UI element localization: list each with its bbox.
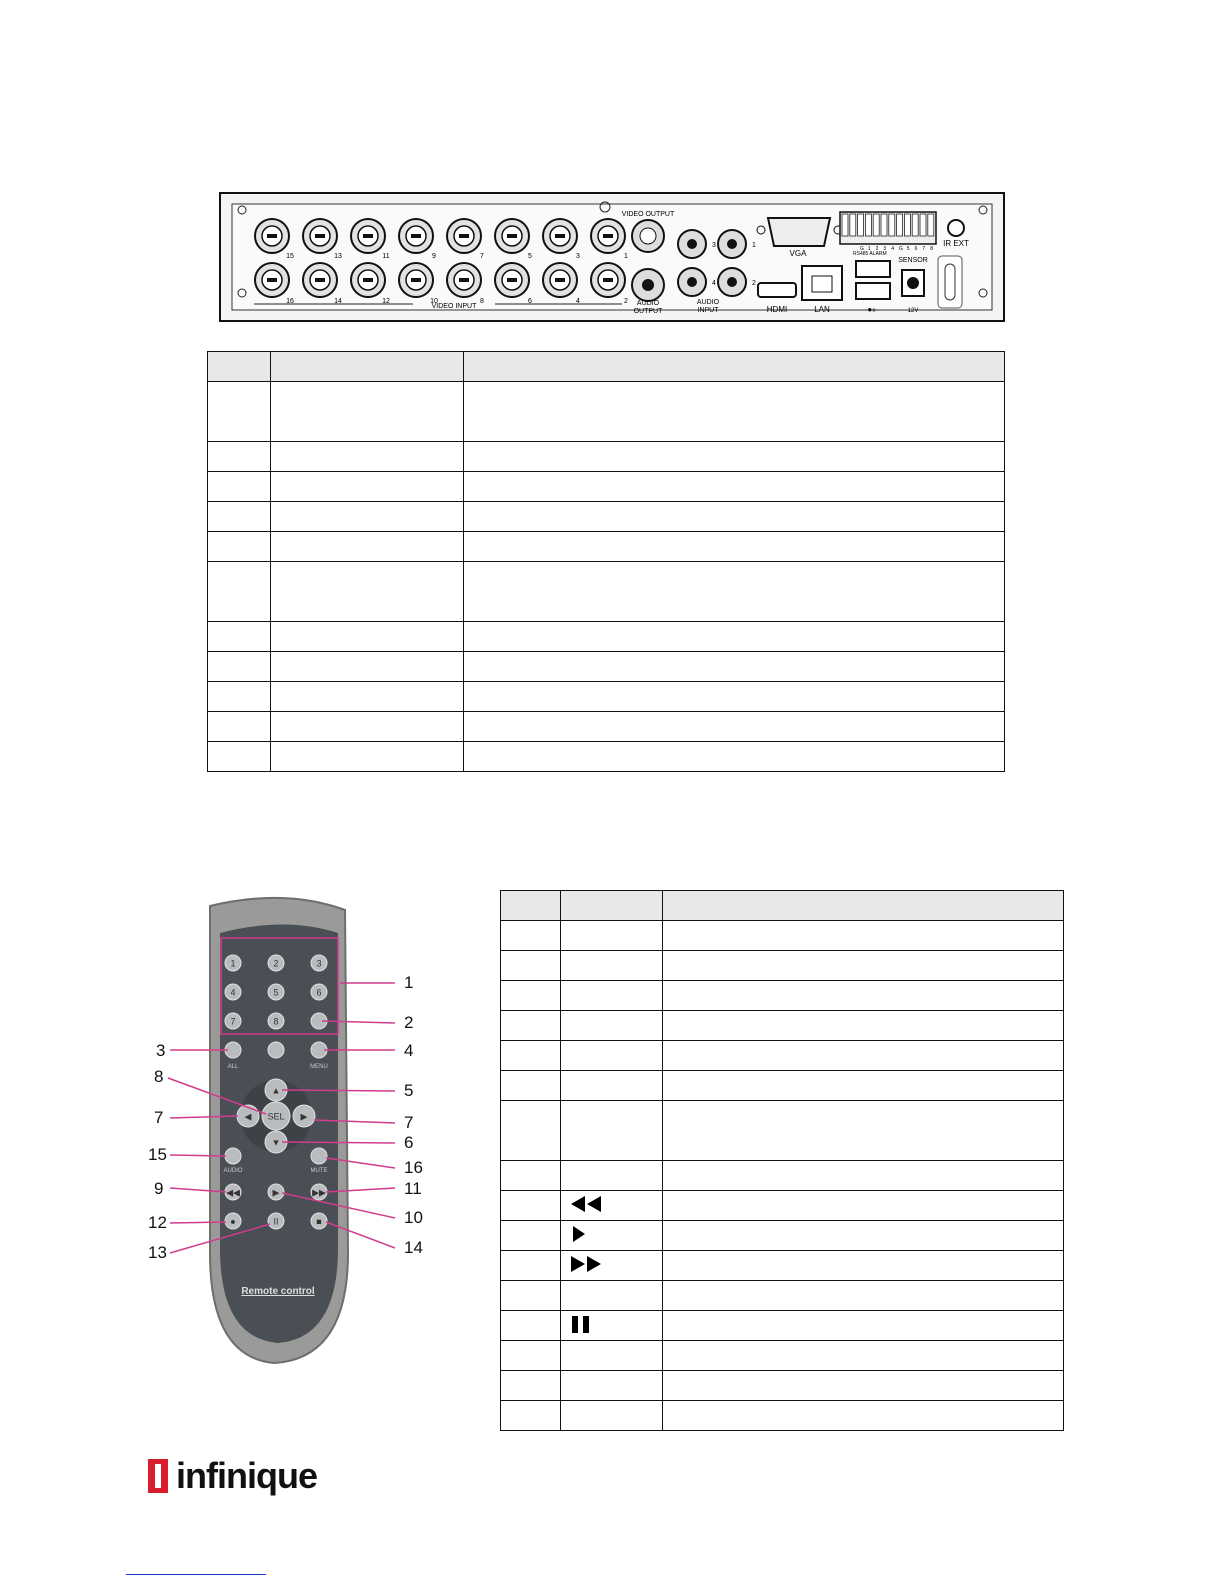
table-cell bbox=[561, 1011, 663, 1041]
audio-label: AUDIO bbox=[223, 1168, 243, 1174]
callout-number: 7 bbox=[154, 1108, 164, 1127]
table-cell bbox=[501, 1251, 561, 1281]
number-button-5 bbox=[268, 984, 284, 1000]
table-row bbox=[208, 532, 1005, 562]
hdmi-label: HDMI bbox=[766, 305, 788, 314]
vga-label: VGA bbox=[789, 249, 807, 258]
menu-label: MENU bbox=[310, 1064, 328, 1070]
brand-logo bbox=[148, 1456, 317, 1496]
table-cell bbox=[561, 1041, 663, 1071]
bnc-connector bbox=[543, 263, 577, 297]
callout-number: 4 bbox=[404, 1041, 414, 1060]
left-button-label: ◀ bbox=[244, 1111, 252, 1122]
table-cell bbox=[208, 742, 271, 772]
fast-forward-icon bbox=[569, 1254, 603, 1277]
table-cell bbox=[663, 1251, 1064, 1281]
audio-input-number: 4 bbox=[712, 280, 716, 287]
table-cell bbox=[663, 1071, 1064, 1101]
remote-control-diagram bbox=[140, 888, 430, 1393]
fast-forward-button bbox=[311, 1184, 327, 1200]
table-row bbox=[208, 622, 1005, 652]
table-cell bbox=[561, 1161, 663, 1191]
bnc-connector bbox=[447, 263, 481, 297]
bnc-connector bbox=[255, 219, 289, 253]
audio-input-number: 2 bbox=[752, 280, 756, 287]
table-cell bbox=[464, 532, 1005, 562]
table-cell bbox=[464, 442, 1005, 472]
table-cell bbox=[208, 562, 271, 622]
table-row bbox=[501, 1041, 1064, 1071]
table-row bbox=[501, 1221, 1064, 1251]
table-cell bbox=[663, 981, 1064, 1011]
table-cell bbox=[663, 1311, 1064, 1341]
pause-icon bbox=[569, 1314, 593, 1337]
callout-number: 1 bbox=[404, 973, 414, 992]
number-button-6-label: 6 bbox=[316, 987, 322, 998]
table-cell bbox=[501, 1281, 561, 1311]
table-cell bbox=[663, 1011, 1064, 1041]
brand-mark-icon bbox=[148, 1459, 168, 1493]
video-input-number: 5 bbox=[528, 253, 532, 260]
header-cell bbox=[561, 891, 663, 921]
table-row bbox=[501, 1341, 1064, 1371]
all-label: ALL bbox=[227, 1064, 239, 1070]
video-input-number: 6 bbox=[528, 298, 532, 305]
number-button-2 bbox=[268, 955, 284, 971]
table-cell bbox=[208, 652, 271, 682]
callout-number: 15 bbox=[148, 1145, 167, 1164]
bnc-connector bbox=[591, 263, 625, 297]
terminal-number: 7 bbox=[922, 246, 926, 252]
callout-number: 12 bbox=[148, 1213, 167, 1232]
header-cell bbox=[271, 352, 464, 382]
video-input-number: 8 bbox=[480, 298, 484, 305]
rewind-button bbox=[225, 1184, 241, 1200]
play-button bbox=[268, 1184, 284, 1200]
callout-line bbox=[170, 1222, 226, 1223]
table-cell bbox=[464, 562, 1005, 622]
table-cell bbox=[501, 1311, 561, 1341]
audio-output-label-2: OUTPUT bbox=[633, 308, 663, 315]
table-cell bbox=[464, 712, 1005, 742]
remote-control-table bbox=[500, 890, 1064, 1431]
lan-label: LAN bbox=[814, 305, 830, 314]
usb-icon: ●⟜ bbox=[867, 305, 879, 314]
record-button-label: ● bbox=[230, 1216, 236, 1227]
table-row bbox=[208, 442, 1005, 472]
sel-button-label: SEL bbox=[267, 1111, 285, 1122]
video-input-number: 9 bbox=[432, 253, 436, 260]
table-row bbox=[208, 562, 1005, 622]
mute-label: MUTE bbox=[310, 1168, 328, 1174]
sel-button bbox=[262, 1102, 290, 1130]
terminal-number: G bbox=[860, 246, 864, 252]
table-row bbox=[501, 1281, 1064, 1311]
table-cell bbox=[501, 1101, 561, 1161]
callout-line bbox=[282, 1090, 395, 1091]
callout-line bbox=[282, 1142, 395, 1143]
table-cell bbox=[561, 1281, 663, 1311]
sensor-label: SENSOR bbox=[898, 257, 928, 264]
table-header-row bbox=[208, 352, 1005, 382]
ir-ext-label: IR EXT bbox=[943, 239, 969, 248]
header-cell bbox=[663, 891, 1064, 921]
pause-button bbox=[268, 1213, 284, 1229]
table-cell bbox=[663, 1191, 1064, 1221]
table-cell bbox=[271, 742, 464, 772]
table-cell bbox=[271, 652, 464, 682]
video-input-number: 14 bbox=[334, 298, 342, 305]
stop-button-label: ■ bbox=[316, 1216, 322, 1227]
callout-number: 14 bbox=[404, 1238, 423, 1257]
table-cell bbox=[501, 1401, 561, 1431]
table-cell bbox=[663, 1401, 1064, 1431]
callout-number: 13 bbox=[148, 1243, 167, 1262]
table-cell bbox=[501, 1371, 561, 1401]
bnc-connector bbox=[303, 219, 337, 253]
video-input-number: 4 bbox=[576, 298, 580, 305]
audio-input-label-1: AUDIO bbox=[696, 299, 720, 306]
table-cell bbox=[271, 472, 464, 502]
table-cell bbox=[501, 1071, 561, 1101]
header-cell bbox=[464, 352, 1005, 382]
table-cell bbox=[561, 921, 663, 951]
terminal-number: 4 bbox=[891, 246, 894, 252]
table-cell bbox=[561, 1341, 663, 1371]
terminal-number: 8 bbox=[930, 246, 933, 252]
fast-forward-button-label: ▶▶ bbox=[312, 1187, 326, 1198]
audio-output-label-1: AUDIO bbox=[636, 300, 660, 307]
terminal-number: 1 bbox=[867, 246, 871, 252]
table-cell bbox=[501, 1221, 561, 1251]
table-cell bbox=[561, 1101, 663, 1161]
table-row bbox=[501, 1191, 1064, 1221]
table-cell bbox=[208, 472, 271, 502]
audio-input-number: 3 bbox=[712, 242, 716, 249]
bnc-connector bbox=[543, 219, 577, 253]
callout-number: 11 bbox=[404, 1179, 422, 1198]
number-button-6 bbox=[311, 984, 327, 1000]
down-button-label: ▼ bbox=[271, 1137, 281, 1148]
audio-input-label-2: INPUT bbox=[697, 307, 719, 314]
table-row bbox=[208, 652, 1005, 682]
table-cell bbox=[663, 951, 1064, 981]
video-input-number: 7 bbox=[480, 253, 484, 260]
table-cell bbox=[501, 951, 561, 981]
video-input-number: 16 bbox=[286, 298, 294, 305]
video-input-number: 1 bbox=[624, 253, 628, 260]
stop-button bbox=[311, 1213, 327, 1229]
bnc-connector bbox=[447, 219, 481, 253]
bnc-connector bbox=[351, 219, 385, 253]
table-cell bbox=[271, 712, 464, 742]
number-button-7 bbox=[225, 1013, 241, 1029]
table-cell bbox=[464, 502, 1005, 532]
table-row bbox=[501, 1101, 1064, 1161]
rear-panel-table bbox=[207, 351, 1005, 772]
left-button bbox=[237, 1105, 259, 1127]
table-cell bbox=[663, 1341, 1064, 1371]
bnc-connector bbox=[399, 219, 433, 253]
up-button-label: ▲ bbox=[271, 1085, 281, 1096]
audio-input-number: 1 bbox=[752, 242, 756, 249]
bnc-connector bbox=[495, 219, 529, 253]
table-cell bbox=[561, 1071, 663, 1101]
table-cell bbox=[464, 382, 1005, 442]
callout-number: 3 bbox=[156, 1041, 166, 1060]
play-button-label: ▶ bbox=[272, 1187, 280, 1198]
number-button-4 bbox=[225, 984, 241, 1000]
table-cell bbox=[501, 921, 561, 951]
table-cell bbox=[464, 652, 1005, 682]
table-cell bbox=[271, 502, 464, 532]
terminal-number: G bbox=[899, 246, 903, 252]
table-row bbox=[501, 1311, 1064, 1341]
table-cell bbox=[663, 1281, 1064, 1311]
bnc-connector bbox=[495, 263, 529, 297]
table-header-row bbox=[501, 891, 1064, 921]
video-input-number: 15 bbox=[286, 253, 294, 260]
rewind-button-label: ◀◀ bbox=[226, 1187, 240, 1198]
power-label: 12V bbox=[907, 308, 919, 314]
table-cell bbox=[663, 1101, 1064, 1161]
number-button-8 bbox=[268, 1013, 284, 1029]
video-input-number: 3 bbox=[576, 253, 580, 260]
table-row bbox=[208, 472, 1005, 502]
table-cell bbox=[561, 1221, 663, 1251]
audio-button bbox=[225, 1148, 241, 1164]
table-cell bbox=[464, 472, 1005, 502]
play-icon bbox=[569, 1224, 587, 1247]
number-button-1-label: 1 bbox=[230, 958, 236, 969]
video-input-number: 12 bbox=[382, 298, 390, 305]
terminal-number: 6 bbox=[914, 246, 918, 252]
number-button-3 bbox=[311, 955, 327, 971]
table-row bbox=[208, 742, 1005, 772]
table-cell bbox=[663, 1221, 1064, 1251]
callout-line bbox=[170, 1155, 226, 1156]
callout-number: 2 bbox=[404, 1013, 414, 1032]
record-button bbox=[225, 1213, 241, 1229]
dvr-rear-panel bbox=[218, 190, 1006, 324]
bnc-connector bbox=[351, 263, 385, 297]
header-cell bbox=[501, 891, 561, 921]
number-button-5-label: 5 bbox=[273, 987, 279, 998]
table-cell bbox=[271, 442, 464, 472]
callout-number: 8 bbox=[154, 1067, 164, 1086]
table-cell bbox=[208, 532, 271, 562]
table-row bbox=[208, 382, 1005, 442]
table-cell bbox=[561, 1401, 663, 1431]
table-row bbox=[208, 682, 1005, 712]
number-button-7-label: 7 bbox=[230, 1016, 236, 1027]
number-button-1 bbox=[225, 955, 241, 971]
table-row bbox=[208, 712, 1005, 742]
table-cell bbox=[464, 742, 1005, 772]
mute-button bbox=[311, 1148, 327, 1164]
callout-number: 5 bbox=[404, 1081, 414, 1100]
table-cell bbox=[663, 1161, 1064, 1191]
table-cell bbox=[561, 1371, 663, 1401]
table-row bbox=[501, 1401, 1064, 1431]
table-cell bbox=[501, 1011, 561, 1041]
table-cell bbox=[271, 382, 464, 442]
bnc-connector bbox=[303, 263, 337, 297]
video-output-label: VIDEO OUTPUT bbox=[621, 211, 675, 218]
table-cell bbox=[208, 502, 271, 532]
video-input-number: 13 bbox=[334, 253, 342, 260]
number-button-3-label: 3 bbox=[316, 958, 322, 969]
remote-brand-label: Remote control bbox=[241, 1286, 315, 1297]
number-button-2-label: 2 bbox=[273, 958, 279, 969]
bnc-connector bbox=[399, 263, 433, 297]
terminal-number: 2 bbox=[875, 246, 879, 252]
table-cell bbox=[464, 682, 1005, 712]
terminal-number: 3 bbox=[883, 246, 887, 252]
video-input-number: 2 bbox=[624, 298, 628, 305]
table-cell bbox=[501, 981, 561, 1011]
rs485-alarm-label: RS485 ALARM bbox=[853, 251, 887, 257]
table-cell bbox=[561, 1251, 663, 1281]
pause-button-label: II bbox=[273, 1216, 279, 1227]
table-row bbox=[208, 502, 1005, 532]
table-cell bbox=[271, 682, 464, 712]
table-cell bbox=[208, 622, 271, 652]
table-cell bbox=[561, 951, 663, 981]
table-cell bbox=[663, 921, 1064, 951]
table-cell bbox=[561, 1191, 663, 1221]
table-cell bbox=[208, 682, 271, 712]
table-cell bbox=[561, 1311, 663, 1341]
bnc-connector bbox=[255, 263, 289, 297]
bnc-connector bbox=[591, 219, 625, 253]
table-cell bbox=[464, 622, 1005, 652]
table-cell bbox=[561, 981, 663, 1011]
callout-number: 10 bbox=[404, 1208, 423, 1227]
video-input-label: VIDEO INPUT bbox=[431, 303, 477, 310]
table-row bbox=[501, 951, 1064, 981]
table-cell bbox=[501, 1341, 561, 1371]
rewind-icon bbox=[569, 1194, 603, 1217]
video-input-number: 10 bbox=[430, 298, 438, 305]
table-cell bbox=[271, 562, 464, 622]
table-cell bbox=[501, 1041, 561, 1071]
table-cell bbox=[208, 712, 271, 742]
table-row bbox=[501, 1011, 1064, 1041]
terminal-number: 5 bbox=[906, 246, 910, 252]
callout-number: 7 bbox=[404, 1113, 414, 1132]
brand-wordmark: infinique bbox=[176, 1455, 317, 1496]
table-row bbox=[501, 1071, 1064, 1101]
callout-number: 16 bbox=[404, 1158, 423, 1177]
table-cell bbox=[208, 442, 271, 472]
table-row bbox=[501, 1251, 1064, 1281]
table-row bbox=[501, 1161, 1064, 1191]
table-cell bbox=[663, 1041, 1064, 1071]
header-cell bbox=[208, 352, 271, 382]
right-button-label: ▶ bbox=[300, 1111, 308, 1122]
number-button-8-label: 8 bbox=[273, 1016, 279, 1027]
table-row bbox=[501, 981, 1064, 1011]
number-button-4-label: 4 bbox=[230, 987, 236, 998]
table-cell bbox=[271, 622, 464, 652]
table-cell bbox=[663, 1371, 1064, 1401]
table-cell bbox=[501, 1161, 561, 1191]
video-input-number: 11 bbox=[382, 253, 390, 260]
callout-number: 9 bbox=[154, 1179, 164, 1198]
table-row bbox=[501, 1371, 1064, 1401]
table-row bbox=[501, 921, 1064, 951]
callout-number: 6 bbox=[404, 1133, 414, 1152]
table-cell bbox=[271, 532, 464, 562]
right-button bbox=[293, 1105, 315, 1127]
table-cell bbox=[501, 1191, 561, 1221]
channel-button bbox=[268, 1042, 284, 1058]
footer-link[interactable] bbox=[126, 1574, 266, 1575]
table-cell bbox=[208, 382, 271, 442]
